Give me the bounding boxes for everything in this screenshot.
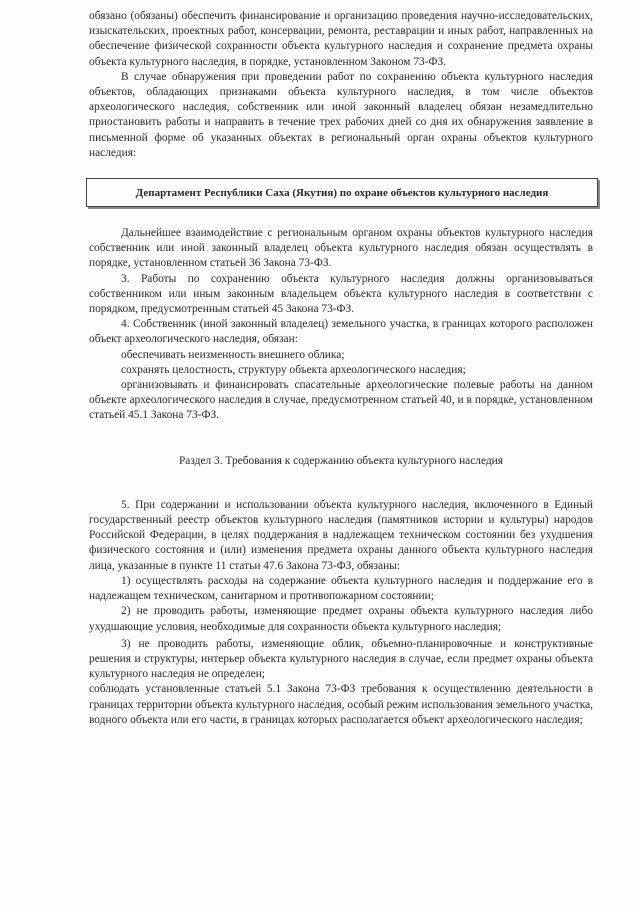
paragraph-item-5: 5. При содержании и использовании объекта культурного наследия, включенного в Единый государственный реестр объектов культурного наследия (памятников истории и культуры) народов Российской Федерации, в целях поддержания в надлежащем техническом состоянии без ухудшения физического состояния и (или) изменения предмета охраны данного объекта культурного наследия лица, указанные в пункте 11 статьи 47.6 Закона 73-ФЗ, обязаны: [89,498,593,572]
paragraph-item-3: 3. Работы по сохранению объекта культурного наследия должны организовываться собственником или иным законным владельцем объекта культурного наследия в соответствии с порядком, предусмотренным статьей 45 Закона 73-ФЗ. [89,272,593,316]
document-body [89,9,593,728]
authority-box [86,178,598,207]
paragraph-financing: обязано (обязаны) обеспечить финансирование и организацию проведения научно-исследовательских, изыскательских, проектных работ, консервации, ремонта, реставрации и иных работ, направленных на обеспечение физической сохранности объекта культурного наследия и сохранение предмета охраны объекта культурного наследия, в порядке, установленном Законом 73-ФЗ. [89,10,593,68]
obligation-rescue-works: организовывать и финансировать спасательные археологические полевые работы на данном объекте археологического наследия в случае, предусмотренном статьей 40, и в порядке, установленном статьей 45.1 Закона 73-ФЗ. [89,379,593,422]
paragraph-interaction: Дальнейшее взаимодействие с региональным органом охраны объектов культурного наследия собственник или иной законный владелец объекта культурного наследия обязан осуществлять в порядке, установленном статьей 36 Закона 73-ФЗ. [89,227,593,270]
obligation-territory: соблюдать установленные статьей 5.1 Закона 73-ФЗ требования к осуществлению деятельности в границах территории объекта культурного наследия, особый режим использования земельного участка, водного объекта или его части, в границах которых располагается объект археологического наследия; [89,683,593,726]
obligation-3: 3) не проводить работы, изменяющие облик, объемно-планировочные и конструктивные решения и структуры, интерьер объекта культурного наследия в случае, если предмет охраны объекта культурного наследия не определен; [89,637,593,681]
authority-title: Департамент Республики Саха (Якутия) по охране объектов культурного наследия [135,187,549,200]
obligation-2: 2) не проводить работы, изменяющие предмет охраны объекта культурного наследия либо ухудшающие условия, необходимые для сохранности объекта культурного наследия; [89,605,593,633]
section-3-title: Раздел 3. Требования к содержанию объекта культурного наследия [178,454,504,467]
paragraph-item-4: 4. Собственник (иной законный владелец) земельного участка, в границах которого расположен объект археологического наследия, обязан: [89,318,593,346]
obligation-integrity: сохранять целостность, структуру объекта археологического наследия; [121,363,466,376]
obligation-1: 1) осуществлять расходы на содержание объекта культурного наследия и поддержание его в надлежащем техническом, санитарном и противопожарном состоянии; [89,574,593,603]
obligation-appearance: обеспечивать неизменность внешнего облика; [121,348,345,361]
paragraph-discovery: В случае обнаружения при проведении работ по сохранению объекта культурного наследия объектов, обладающих признаками объекта культурного наследия, в том числе объектов археологического наследия, собственник или иной законный владелец обязан незамедлительно приостановить работы и направить в течение трех рабочих дней со дня их обнаружения заявление в письменной форме об указанных объектах в региональный орган охраны объектов культурного наследия: [89,70,593,159]
